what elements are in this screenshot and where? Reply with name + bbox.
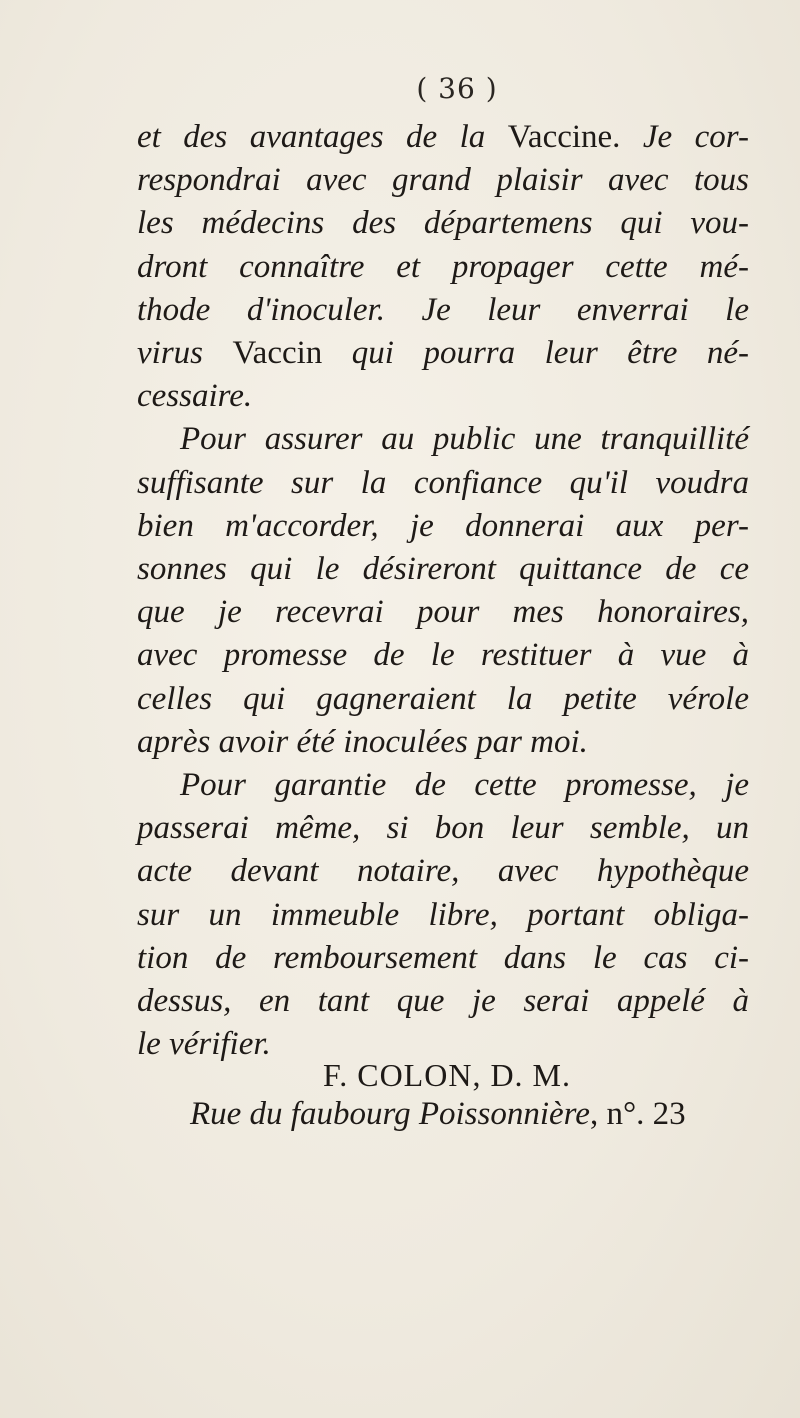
text-line: bien m'accorder, je donnerai aux per- — [137, 507, 749, 544]
text-line: et des avantages de la Vaccine. Je cor- — [137, 119, 749, 155]
paragraph-2 — [137, 418, 749, 764]
text-line: passerai même, si bon leur semble, un — [137, 810, 749, 847]
text-line: celles qui gagneraient la petite vérole — [137, 680, 749, 717]
text-line: Pour assurer au public une tranquillité — [180, 421, 749, 458]
address-street: Rue du faubourg Poissonnière — [190, 1096, 590, 1132]
text-line: sonnes qui le désireront quittance de ce — [137, 551, 749, 588]
address — [190, 1096, 686, 1133]
text-line: respondrai avec grand plaisir avec tous — [137, 162, 749, 199]
text-line: cessaire. — [137, 378, 253, 415]
text-line: les médecins des départemens qui vou- — [137, 205, 749, 242]
text-line: le vérifier. — [137, 1026, 271, 1063]
signature-text: F. COLON, D. M. — [322, 1057, 571, 1093]
paragraph-1 — [137, 116, 749, 418]
page-number: ( 36 ) — [416, 72, 498, 105]
text-line: dront connaître et propager cette mé- — [137, 248, 749, 285]
text-line: avec promesse de le restituer à vue à — [137, 637, 749, 674]
text-line: que je recevrai pour mes honoraires, — [137, 594, 749, 631]
signature — [0, 1057, 800, 1094]
text-line: acte devant notaire, avec hypothèque — [137, 853, 749, 890]
text-line: dessus, en tant que je serai appelé à — [137, 983, 749, 1020]
text-line: suffisante sur la confiance qu'il voudra — [137, 464, 749, 501]
body-text — [137, 116, 749, 1066]
text-line: sur un immeuble libre, portant obliga- — [137, 896, 749, 933]
text-line: thode d'inoculer. Je leur enverrai le — [137, 291, 749, 328]
text-line: après avoir été inoculées par moi. — [137, 723, 588, 760]
text-line: virus Vaccin qui pourra leur être né- — [137, 335, 749, 372]
address-number: n°. 23 — [606, 1096, 686, 1132]
page-header — [0, 72, 800, 105]
text-line: tion de remboursement dans le cas ci- — [137, 939, 749, 976]
address-separator: , — [589, 1096, 607, 1132]
text-line: Pour garantie de cette promesse, je — [180, 767, 749, 804]
paragraph-3 — [137, 764, 749, 1066]
